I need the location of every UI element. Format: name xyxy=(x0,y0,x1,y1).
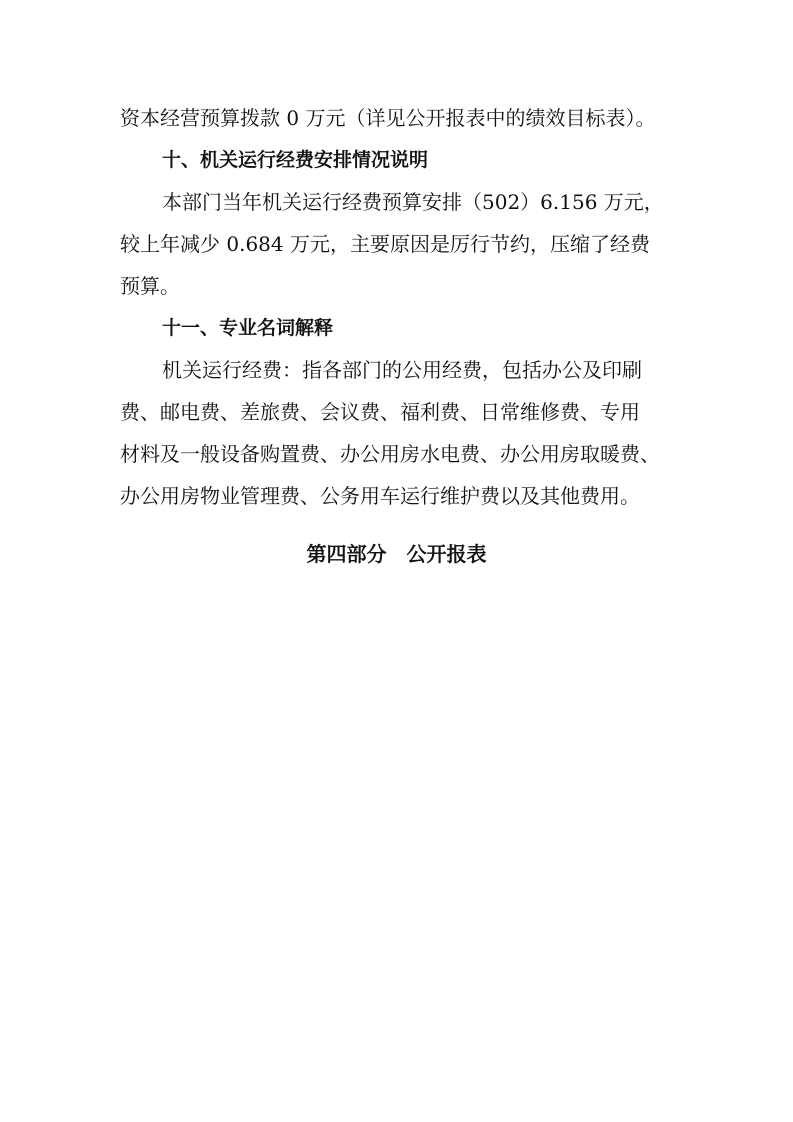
section-heading-11: 十一、专业名词解释 xyxy=(162,317,334,339)
paragraph-10-line-2: 较上年减少 0.684 万元，主要原因是厉行节约，压缩了经费 xyxy=(120,232,650,256)
paragraph-11-line-2: 费、邮电费、差旅费、会议费、福利费、日常维修费、专用 xyxy=(120,400,640,424)
paragraph-10-line-1: 本部门当年机关运行经费预算安排（502）6.156 万元， xyxy=(162,190,664,214)
paragraph-11-line-3: 材料及一般设备购置费、办公用房水电费、办公用房取暖费、 xyxy=(120,442,660,466)
paragraph-10-line-3: 预算。 xyxy=(120,274,180,298)
text-line-budget-funding: 资本经营预算拨款 0 万元（详见公开报表中的绩效目标表）。 xyxy=(120,106,656,130)
paragraph-11-line-4: 办公用房物业管理费、公务用车运行维护费以及其他费用。 xyxy=(120,484,640,508)
section-heading-10: 十、机关运行经费安排情况说明 xyxy=(162,149,429,171)
part-four-title: 第四部分 公开报表 xyxy=(306,542,487,566)
paragraph-11-line-1: 机关运行经费：指各部门的公用经费，包括办公及印刷 xyxy=(162,358,642,382)
